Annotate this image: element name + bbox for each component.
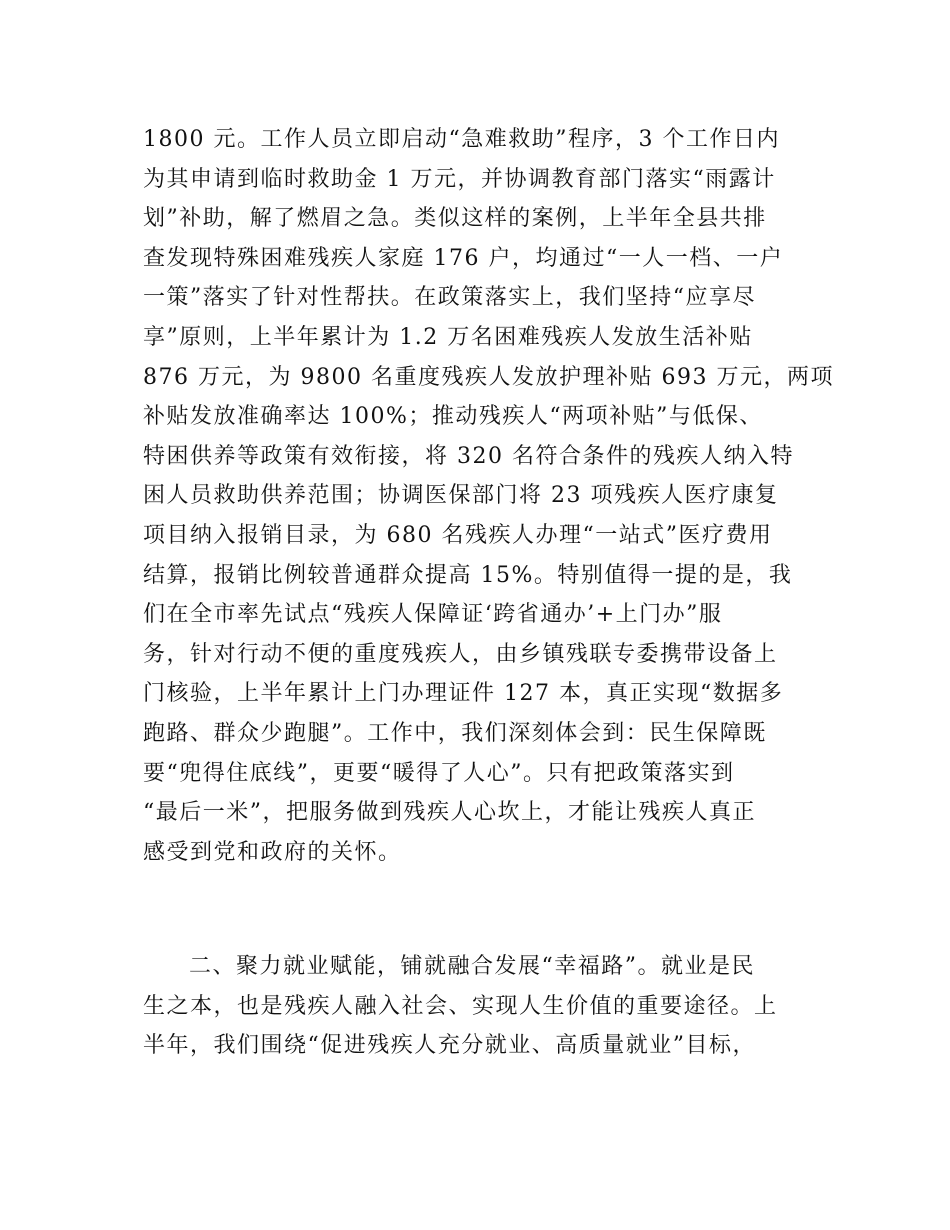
text-line: 要“兜得住底线”，更要“暖得了人心”。只有把政策落实到: [143, 760, 735, 786]
text-line: 二、聚力就业赋能，铺就融合发展“幸福路”。就业是民: [189, 954, 755, 979]
text-line: 享”原则，上半年累计为 1.2 万名困难残疾人发放生活补贴: [143, 325, 753, 350]
text-line: 结算，报销比例较普通群众提高 15%。特别值得一提的是，我: [143, 562, 793, 588]
text-line: 们在全市率先试点“残疾人保障证‘跨省通办’+上门办”服: [143, 602, 723, 628]
text-line: “最后一米”，把服务做到残疾人心坎上，才能让残疾人真正: [143, 800, 756, 826]
text-line: 876 万元，为 9800 名重度残疾人发放护理补贴 693 万元，两项: [143, 364, 834, 390]
text-line: 门核验，上半年累计上门办理证件 127 本，真正实现“数据多: [143, 681, 784, 707]
text-line: 一策”落实了针对性帮扶。在政策落实上，我们坚持“应享尽: [143, 285, 756, 311]
text-line: 感受到党和政府的关怀。: [143, 839, 402, 865]
text-line: 困人员救助供养范围；协调医保部门将 23 项残疾人医疗康复: [143, 483, 779, 509]
text-line: 特困供养等政策有效衔接，将 320 名符合条件的残疾人纳入特: [143, 443, 794, 469]
text-line: 半年，我们围绕“促进残疾人充分就业、高质量就业”目标，: [143, 1033, 756, 1059]
text-line: 务，针对行动不便的重度残疾人，由乡镇残联专委携带设备上: [143, 641, 778, 667]
text-line: 为其申请到临时救助金 1 万元，并协调教育部门落实“雨露计: [143, 166, 776, 192]
text-line: 查发现特殊困难残疾人家庭 176 户，均通过“一人一档、一户: [143, 245, 784, 271]
text-line: 划”补助，解了燃眉之急。类似这样的案例，上半年全县共排: [143, 206, 767, 232]
text-line: 生之本，也是残疾人融入社会、实现人生价值的重要途径。上: [143, 993, 778, 1019]
text-line: 补贴发放准确率达 100%；推动残疾人“两项补贴”与低保、: [143, 404, 763, 430]
text-line: 1800 元。工作人员立即启动“急难救助”程序，3 个工作日内: [143, 127, 780, 152]
text-line: 跑路、群众少跑腿”。工作中，我们深刻体会到：民生保障既: [143, 721, 767, 746]
text-line: 项目纳入报销目录，为 680 名残疾人办理“一站式”医疗费用: [143, 523, 773, 548]
